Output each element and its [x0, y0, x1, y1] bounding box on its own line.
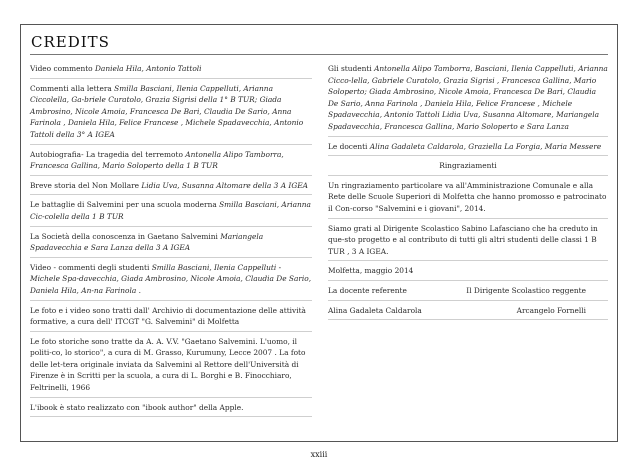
credit-breve-storia: [30, 180, 312, 196]
credit-autobiografia: [30, 149, 312, 176]
credit-battaglie: [30, 199, 312, 226]
signature-names: [328, 305, 608, 321]
credit-text: L'ibook è stato realizzato con "ibook author" della Apple.: [30, 402, 244, 412]
credit-names: Smilla Basciani, Arianna Cic-colella della 1 B TUR: [30, 200, 311, 221]
credit-studenti: [328, 63, 608, 137]
credit-societa: [30, 231, 312, 258]
ringraziamenti-heading: Ringraziamenti: [328, 160, 608, 176]
credit-label: Le docenti: [328, 141, 370, 151]
dirigente-name: Arcangelo Fornelli: [516, 305, 586, 315]
credit-names: Mariangela Spadavecchia e Sara Lanza della 3 A IGEA: [30, 231, 264, 253]
date-line: Molfetta, maggio 2014: [328, 265, 608, 281]
grati-text: Siamo grati al Dirigente Scolastico Sabino Lafasciano che ha creduto in que-sto progetto e al contributo di tutti gli altri studenti delle classi 1 B TUR , 3 A IGEA.: [328, 223, 608, 262]
credit-text: Le foto e i video sono tratti dall' Archivio di documentazione delle attività formative, a cura dell' ITCGT "G. Salvemini" di Molfetta: [30, 305, 306, 327]
credit-label: Le battaglie di Salvemini per una scuola moderna: [30, 200, 220, 210]
signature-labels: [328, 285, 608, 301]
credits-page: [20, 24, 618, 442]
credit-names: Antonella Alipo Tamborra, Basciani, Ilenia Cappelluti, Arianna Cicco-lella, Gabriele Curatolo, Grazia Sigrisi , Francesca Gallina, Mario Soloperto; Giada Ambrosino, Nicole Amoia, Francesca De Bari, Claudia De Sario, Anna Farinola , Daniela Hila, Felice Francese , Michele Spadavecchia, Antonio Tattoli Lidia Uva, Susanna Altomare, Mariangela Spadavecchia, Francesca Gallina, Mario Soloperto e Sara Lanza: [328, 64, 608, 131]
credit-text: Le foto storiche sono tratte da A. A. V.V. "Gaetano Salvemini. L'uomo, il politi-co, lo storico", a cura di M. Grasso, Kurumuny, Lecce 2007 . La foto delle let-tera originale inviata da Salvemini al Rettore dell'Università di Firenze è in Scritti per la scuola, a cura di L. Borghi e B. Finocchiaro, Feltrinelli, 1966: [30, 336, 306, 393]
credit-label: Gli studenti: [328, 64, 375, 73]
page-title: CREDITS: [31, 33, 110, 51]
dirigente-label: Il Dirigente Scolastico reggente: [466, 285, 586, 295]
credit-names: Alina Gadaleta Caldarola, Graziella La Forgia, Maria Messere: [369, 141, 602, 151]
credit-commenti-lettera: [30, 83, 312, 145]
right-column: [328, 63, 608, 324]
left-column: [30, 63, 312, 421]
credit-label: Autobiografia- La tragedia del terremoto: [30, 149, 186, 159]
docente-name: Alina Gadaleta Caldarola: [328, 305, 422, 315]
credit-label: Video commento: [30, 64, 95, 73]
credit-names: Daniela Hila, Antonio Tattoli: [94, 64, 202, 73]
docente-label: La docente referente: [328, 285, 407, 295]
credit-label: La Società della conoscenza in Gaetano Salvemini: [30, 231, 221, 241]
credit-docenti: [328, 141, 608, 157]
credit-label: Breve storia del Non Mollare: [30, 180, 142, 190]
credit-video-commento: [30, 63, 312, 79]
credit-video-studenti: [30, 262, 312, 301]
credit-foto-storiche: [30, 336, 312, 398]
credit-names: Antonella Alipo Tamborra, Francesca Gallina, Mario Soloperto della 1 B TUR: [30, 149, 284, 171]
credit-names: Lidia Uva, Susanna Altomare della 3 A IGEA: [141, 180, 308, 190]
ringraziamento-text: Un ringraziamento particolare va all'Amministrazione Comunale e alla Rete delle Scuole Superiori di Molfetta che hanno promosso e patrocinato il Con-corso "Salvemini e i giovani", 2014.: [328, 180, 608, 219]
credit-label: Commenti alla lettera: [30, 83, 115, 93]
credit-names: Smilla Basciani, Ilenia Cappelluti, Arianna Ciccolella, Ga-briele Curatolo, Grazia Sigrisi della 1° B TUR; Giada Ambrosino, Nicole Amoia, Francesca De Bari, Claudia De Sario, Anna Farinola , Daniela Hila, Felice Francese , Michele Spadavecchia, Antonio Tattoli della 3° A IGEA: [30, 83, 304, 139]
page-number: xxiii: [310, 450, 328, 459]
credit-ibook: [30, 402, 312, 418]
title-rule: [30, 54, 608, 55]
credit-names: Smilla Basciani, Ilenia Cappelluti - Michele Spa-davecchia, Giada Ambrosino, Nicole Amoia, Claudia De Sario, Daniela Hila, An-na Farinola .: [30, 262, 312, 295]
credit-label: Video - commenti degli studenti: [30, 262, 152, 272]
credit-foto-video: [30, 305, 312, 332]
